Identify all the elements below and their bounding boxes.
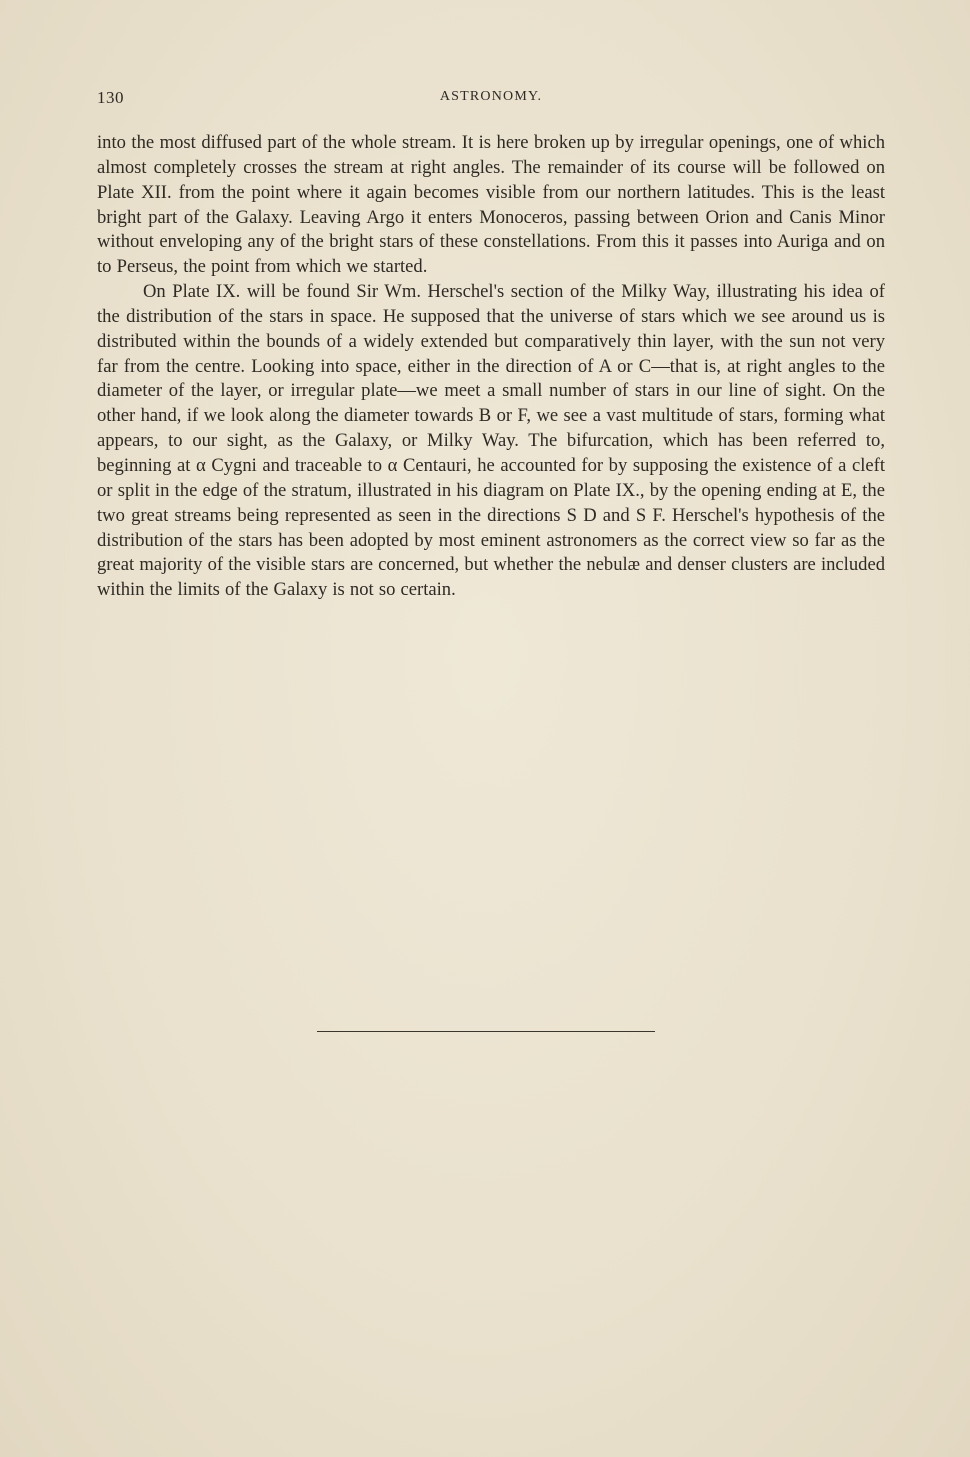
paragraph-continuation: into the most diffused part of the whole stream. It is here broken up by irregular openings, one of which almost completely crosses the stream at right angles. The remainder of its course will be followed on Plate XII. from the point where it again becomes visible from our northern latitudes. This is the least bright part of the Galaxy. Leaving Argo it enters Monoceros, passing between Orion and Canis Minor without enveloping any of the bright stars of these constellations. From this it passes into Auriga and on to Perseus, the point from which we started. bbox=[97, 132, 885, 278]
paragraph-herschel-section: On Plate IX. will be found Sir Wm. Herschel's section of the Milky Way, illustrating his idea of the distribution of the stars in space. He supposed that the universe of stars which we see around us is distributed within the bounds of a widely extended but comparatively thin layer, with the sun not very far from the centre. Looking into space, either in the direction of A or C—that is, at right angles to the diameter of the layer, or irregular plate—we meet a small number of stars in our line of sight. On the other hand, if we look along the diameter towards B or F, we see a vast multitude of stars, forming what appears, to our sight, as the Galaxy, or Milky Way. The bifurcation, which has been referred to, beginning at α Cygni and traceable to α Centauri, he accounted for by supposing the existence of a cleft or split in the edge of the stratum, illustrated in his diagram on Plate IX., by the opening ending at E, the two great streams being represented as seen in the directions S D and S F. Herschel's hypothesis of the distribution of the stars has been adopted by most eminent astronomers as the correct view so far as the great majority of the visible stars are concerned, but whether the nebulæ and denser clusters are included within the limits of the Galaxy is not so certain. bbox=[97, 281, 885, 601]
page-number: 130 bbox=[97, 88, 124, 107]
body-text bbox=[97, 131, 885, 603]
section-end-rule bbox=[317, 1031, 655, 1032]
running-head: ASTRONOMY. bbox=[439, 89, 543, 104]
page-header bbox=[97, 88, 885, 112]
